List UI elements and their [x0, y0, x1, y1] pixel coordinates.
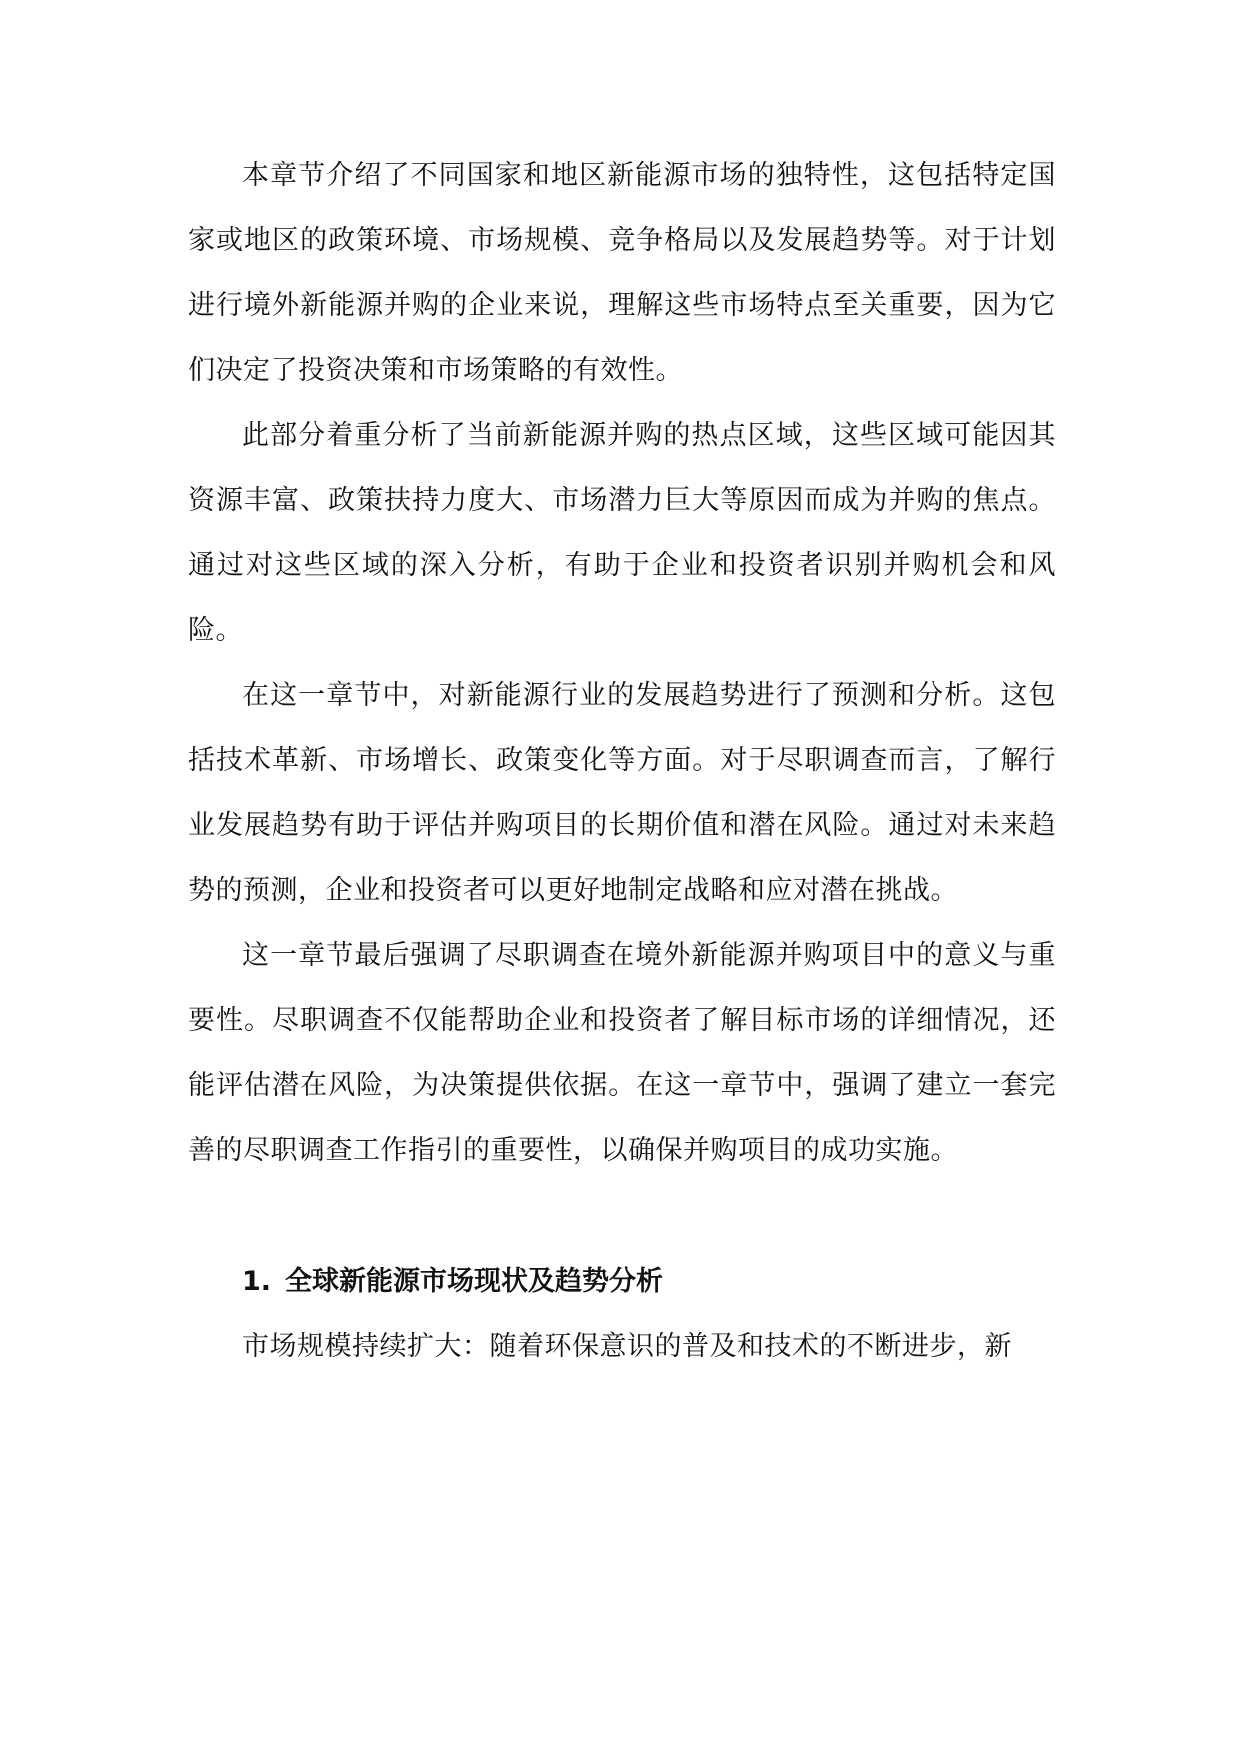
section-heading	[188, 1249, 1056, 1314]
paragraph-3: 在这一章节中，对新能源行业的发展趋势进行了预测和分析。这包括技术革新、市场增长、政策变化等方面。对于尽职调查而言，了解行业发展趋势有助于评估并购项目的长期价值和潜在风险。通过对未来趋势的预测，企业和投资者可以更好地制定战略和应对潜在挑战。	[188, 680, 1056, 906]
paragraph-2: 此部分着重分析了当前新能源并购的热点区域，这些区域可能因其资源丰富、政策扶持力度大、市场潜力巨大等原因而成为并购的焦点。通过对这些区域的深入分析，有助于企业和投资者识别并购机会和风险。	[188, 420, 1056, 646]
paragraph-1: 本章节介绍了不同国家和地区新能源市场的独特性，这包括特定国家或地区的政策环境、市场规模、竞争格局以及发展趋势等。对于计划进行境外新能源并购的企业来说，理解这些市场特点至关重要，因为它们决定了投资决策和市场策略的有效性。	[188, 160, 1056, 386]
paragraph-4: 这一章节最后强调了尽职调查在境外新能源并购项目中的意义与重要性。尽职调查不仅能帮助企业和投资者了解目标市场的详细情况，还能评估潜在风险，为决策提供依据。在这一章节中，强调了建立一套完善的尽职调查工作指引的重要性，以确保并购项目的成功实施。	[188, 940, 1056, 1166]
section-number: 1.	[242, 1266, 272, 1297]
document-body	[188, 143, 1056, 1379]
paragraph-5: 市场规模持续扩大：随着环保意识的普及和技术的不断进步，新	[242, 1331, 1012, 1362]
section-title: 全球新能源市场现状及趋势分析	[285, 1266, 664, 1297]
